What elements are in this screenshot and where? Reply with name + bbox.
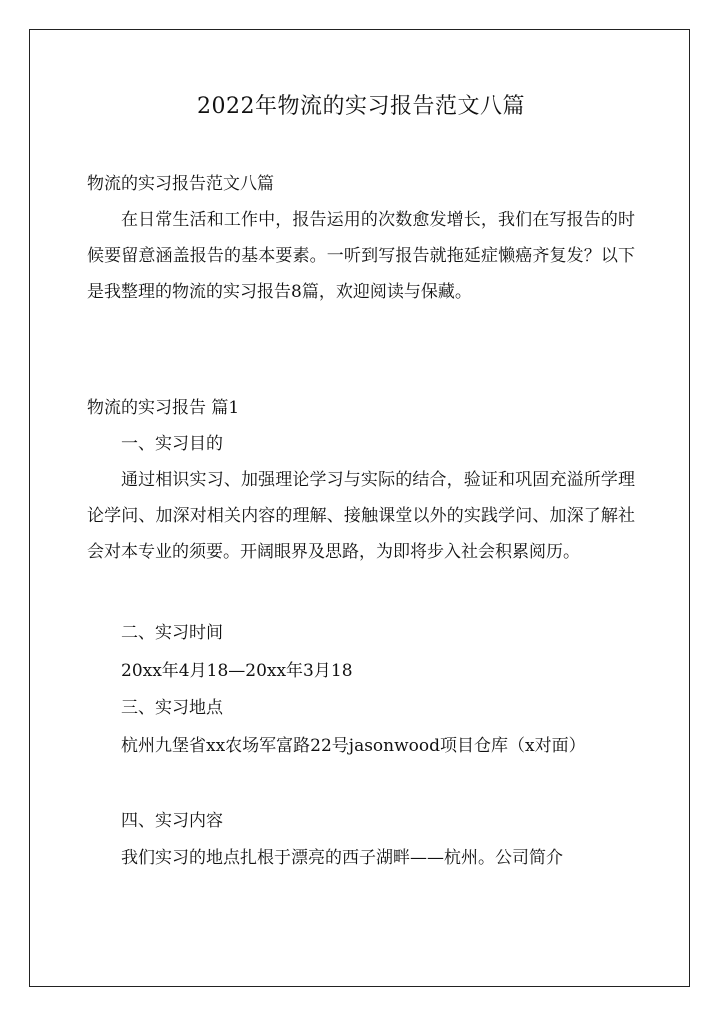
document-title: 2022年物流的实习报告范文八篇 <box>197 94 525 119</box>
intro-paragraph: 在日常生活和工作中，报告运用的次数愈发增长，我们在写报告的时候要留意涵盖报告的基本要素。一听到写报告就拖延症懒癌齐复发？以下是我整理的物流的实习报告8篇，欢迎阅读与保藏。 <box>87 210 635 302</box>
content-paragraph: 我们实习的地点扎根于漂亮的西子湖畔——杭州。公司简介 <box>121 848 563 868</box>
document-subtitle: 物流的实习报告范文八篇 <box>87 174 274 194</box>
document-page <box>29 29 690 987</box>
purpose-paragraph: 通过相识实习、加强理论学习与实际的结合，验证和巩固充溢所学理论学问、加深对相关内容的理解、接触课堂以外的实践学问、加深了解社会对本专业的须要。开阔眼界及思路，为即将步入社会积累阅历。 <box>87 470 635 562</box>
place-paragraph: 杭州九堡省xx农场军富路22号jasonwood项目仓库（x对面） <box>121 736 586 756</box>
time-text: 20xx年4月18—20xx年3月18 <box>121 661 353 681</box>
content-heading: 四、实习内容 <box>121 811 223 831</box>
time-heading: 二、实习时间 <box>121 623 223 643</box>
section-heading: 物流的实习报告 篇1 <box>87 398 240 418</box>
place-heading: 三、实习地点 <box>121 698 223 718</box>
purpose-heading: 一、实习目的 <box>121 434 223 454</box>
